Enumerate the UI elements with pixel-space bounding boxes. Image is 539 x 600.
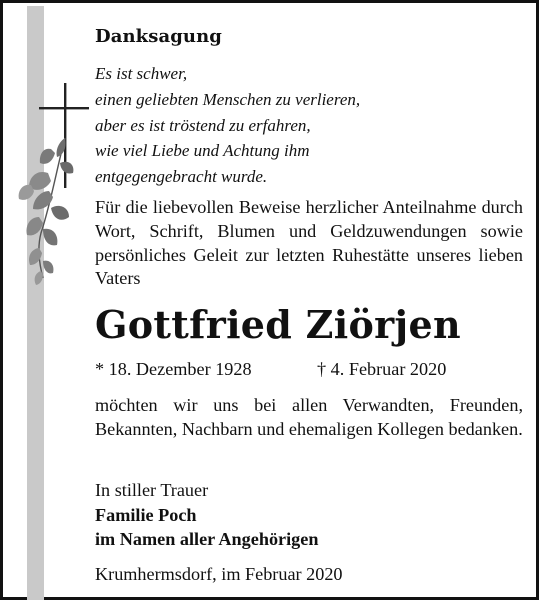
closing-signature (95, 478, 523, 552)
relatives-line: im Namen aller Angehörigen (95, 529, 319, 549)
closing-line: In stiller Trauer (95, 480, 209, 500)
deceased-name: Gottfried Ziörjen (95, 302, 461, 347)
place-date: Krumhermsdorf, im Februar 2020 (95, 564, 343, 584)
birth-date: * 18. Dezember 1928 (95, 359, 252, 379)
cross-icon (39, 83, 89, 188)
family-name: Familie Poch (95, 504, 197, 525)
poem-line: aber es ist tröstend zu erfahren, (95, 115, 311, 135)
poem-line: wie viel Liebe und Achtung ihm (95, 141, 310, 161)
thanks-paragraph: möchten wir uns bei allen Verwandten, Freunden, Bekannten, Nachbarn und ehemaligen Kollegen bedanken. (95, 395, 523, 440)
poem-line: Es ist schwer, (95, 64, 188, 83)
thanks-intro-paragraph: Für die liebevollen Beweise herzlicher Anteilnahme durch Wort, Schrift, Blumen und Geldzuwendungen sowie persönliches Geleit zur letzten Ruhestätte unseres lieben Vaters (95, 197, 523, 289)
poem-line: entgegengebracht wurde. (95, 167, 268, 187)
memorial-decoration (3, 3, 93, 303)
page-title: Danksagung (95, 26, 222, 47)
poem (95, 61, 523, 190)
life-dates (95, 359, 523, 380)
poem-line: einen geliebten Menschen zu verlieren, (95, 89, 361, 109)
death-date: † 4. Februar 2020 (317, 359, 447, 379)
